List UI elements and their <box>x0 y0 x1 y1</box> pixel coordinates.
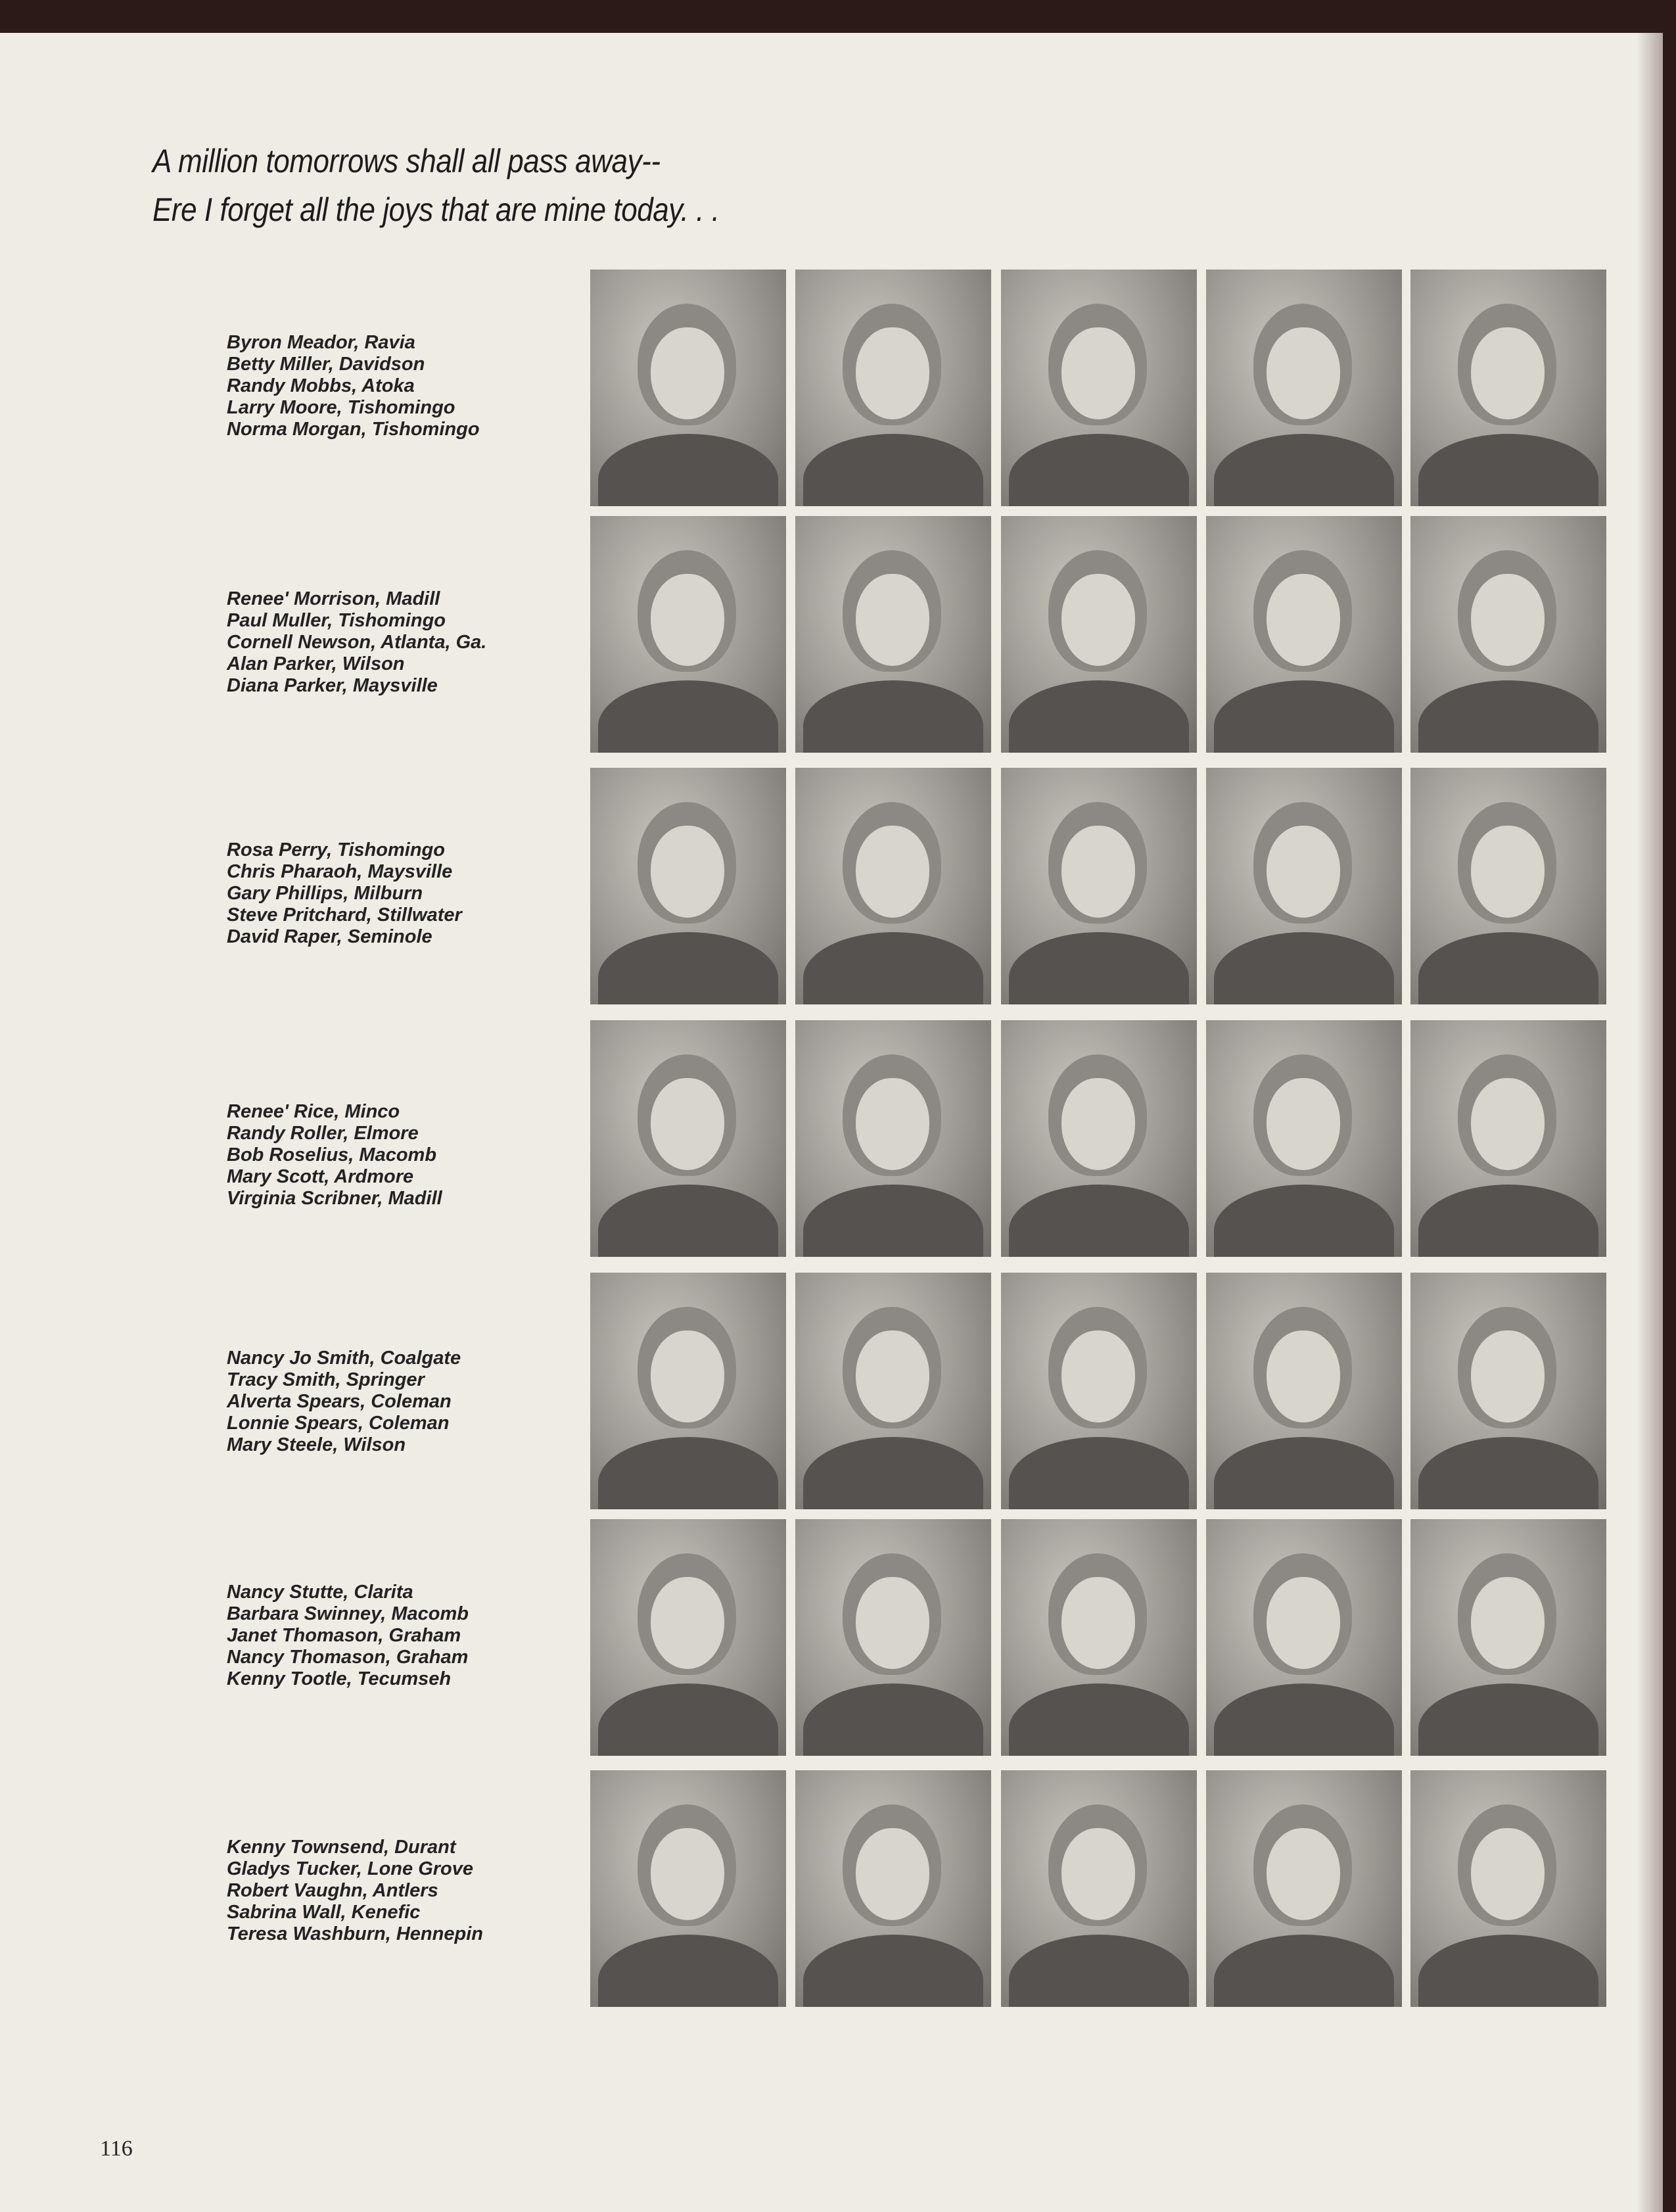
student-name: Paul Muller, Tishomingo <box>227 610 446 631</box>
student-name: Norma Morgan, Tishomingo <box>227 419 480 440</box>
student-name: Robert Vaughn, Antlers <box>227 1880 438 1901</box>
student-portrait <box>1410 1273 1606 1509</box>
student-portrait <box>590 516 786 753</box>
portrait-row <box>590 1273 1602 1509</box>
student-name: Nancy Thomason, Graham <box>227 1647 469 1668</box>
student-portrait <box>795 768 991 1004</box>
student-portrait <box>1206 768 1402 1004</box>
student-portrait <box>1206 1770 1402 2007</box>
student-name: Sabrina Wall, Kenefic <box>227 1902 421 1923</box>
quote-line-1: A million tomorrows shall all pass away-- <box>152 143 661 179</box>
name-list <box>227 839 462 948</box>
portrait-row <box>590 516 1602 753</box>
book-binding <box>1663 0 1676 2212</box>
student-portrait <box>1001 270 1197 506</box>
name-list <box>227 1348 461 1456</box>
portrait-row <box>590 1519 1602 1756</box>
student-portrait <box>795 1770 991 2007</box>
student-portrait <box>1001 516 1197 753</box>
student-name: Janet Thomason, Graham <box>227 1625 461 1646</box>
student-name: Renee' Rice, Minco <box>227 1101 400 1122</box>
portrait-row <box>590 768 1602 1004</box>
student-portrait <box>590 1020 786 1257</box>
name-list <box>227 588 486 697</box>
page-quote <box>152 137 720 234</box>
student-name: Gary Phillips, Milburn <box>227 883 423 904</box>
student-name: Betty Miller, Davidson <box>227 354 425 375</box>
student-portrait <box>795 1519 991 1756</box>
student-name: Chris Pharaoh, Maysville <box>227 861 453 882</box>
student-name: Gladys Tucker, Lone Grove <box>227 1858 474 1879</box>
student-name: Bob Roselius, Macomb <box>227 1144 437 1165</box>
student-name: Nancy Jo Smith, Coalgate <box>227 1348 461 1369</box>
student-name: Rosa Perry, Tishomingo <box>227 839 445 860</box>
student-name: Barbara Swinney, Macomb <box>227 1603 469 1624</box>
student-portrait <box>1410 1519 1606 1756</box>
student-name: Tracy Smith, Springer <box>227 1369 425 1390</box>
student-portrait <box>590 768 786 1004</box>
student-portrait <box>1001 1020 1197 1257</box>
student-portrait <box>1001 1770 1197 2007</box>
student-name: Mary Scott, Ardmore <box>227 1166 414 1187</box>
student-portrait <box>1206 270 1402 506</box>
student-portrait <box>1410 768 1606 1004</box>
student-portrait <box>795 1273 991 1509</box>
student-name: Nancy Stutte, Clarita <box>227 1582 413 1603</box>
student-portrait <box>590 1273 786 1509</box>
student-portrait <box>795 270 991 506</box>
student-portrait <box>1410 516 1606 753</box>
portrait-row <box>590 1020 1602 1257</box>
student-portrait <box>795 1020 991 1257</box>
page-number: 116 <box>100 2136 133 2161</box>
student-name: Mary Steele, Wilson <box>227 1434 406 1455</box>
student-name: Alverta Spears, Coleman <box>227 1391 452 1412</box>
name-list <box>227 1582 469 1690</box>
student-portrait <box>1001 1273 1197 1509</box>
student-portrait <box>1001 1519 1197 1756</box>
student-portrait <box>1410 1770 1606 2007</box>
student-portrait <box>1206 1519 1402 1756</box>
student-portrait <box>1206 516 1402 753</box>
student-name: Byron Meador, Ravia <box>227 332 415 353</box>
student-name: Lonnie Spears, Coleman <box>227 1413 450 1434</box>
student-portrait <box>1001 768 1197 1004</box>
student-portrait <box>590 270 786 506</box>
student-portrait <box>1410 1020 1606 1257</box>
student-name: Virginia Scribner, Madill <box>227 1188 442 1209</box>
student-name: David Raper, Seminole <box>227 926 432 947</box>
student-portrait <box>1410 270 1606 506</box>
student-name: Steve Pritchard, Stillwater <box>227 905 462 926</box>
student-name: Teresa Washburn, Hennepin <box>227 1923 483 1944</box>
student-name: Larry Moore, Tishomingo <box>227 397 455 418</box>
name-list <box>227 332 480 440</box>
student-portrait <box>590 1770 786 2007</box>
student-portrait <box>590 1519 786 1756</box>
student-name: Renee' Morrison, Madill <box>227 588 440 609</box>
portrait-row <box>590 1770 1602 2007</box>
student-name: Diana Parker, Maysville <box>227 675 438 696</box>
student-name: Kenny Townsend, Durant <box>227 1837 456 1858</box>
name-list <box>227 1837 483 1945</box>
name-list <box>227 1101 442 1210</box>
student-name: Kenny Tootle, Tecumseh <box>227 1668 452 1689</box>
student-name: Cornell Newson, Atlanta, Ga. <box>227 632 487 653</box>
student-portrait <box>795 516 991 753</box>
quote-line-2: Ere I forget all the joys that are mine today. . . <box>152 191 720 228</box>
student-portrait <box>1206 1020 1402 1257</box>
student-portrait <box>1206 1273 1402 1509</box>
portrait-row <box>590 270 1602 506</box>
student-name: Alan Parker, Wilson <box>227 653 405 674</box>
student-name: Randy Roller, Elmore <box>227 1123 419 1144</box>
student-name: Randy Mobbs, Atoka <box>227 375 415 396</box>
